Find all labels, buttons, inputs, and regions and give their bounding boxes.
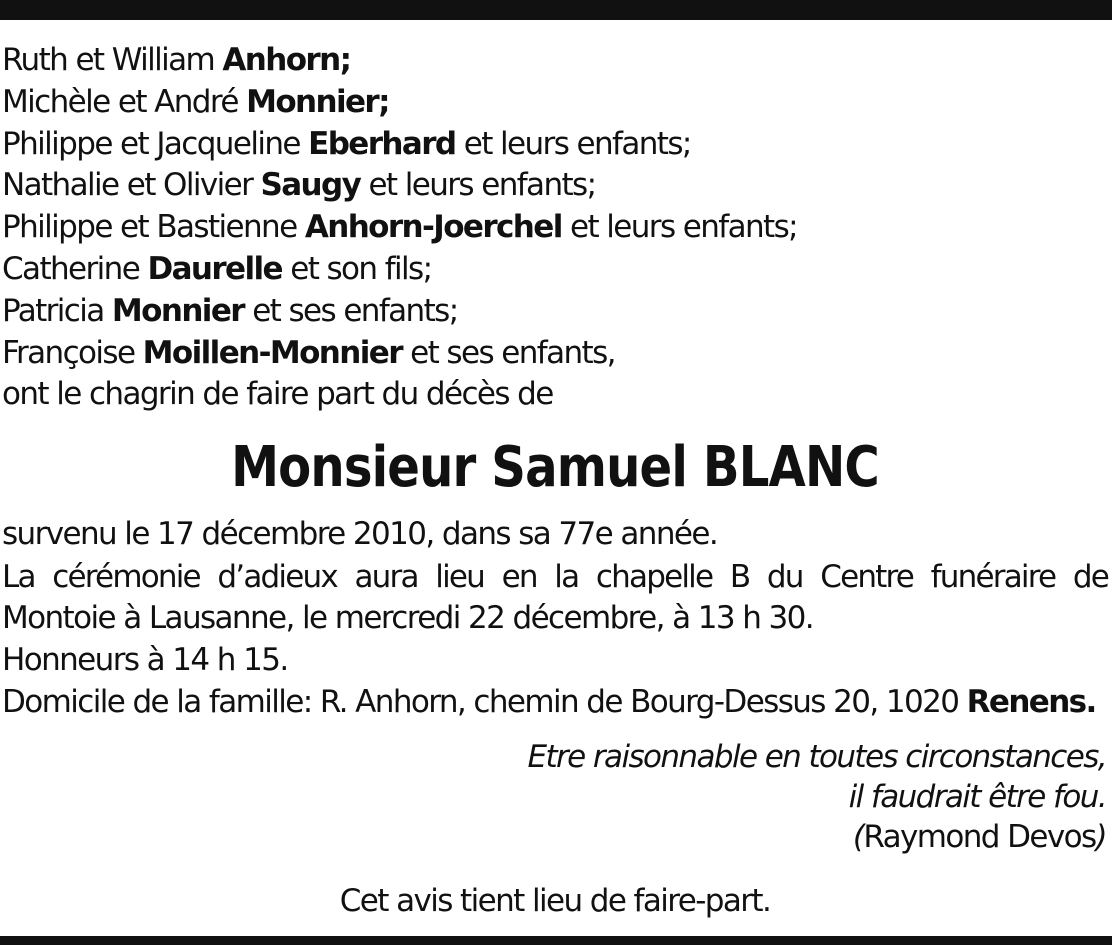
announcer-surname: Monnier <box>111 292 244 329</box>
quote-author: Raymond Devos <box>863 819 1096 856</box>
quote-line-2: il faudrait être fou. <box>848 779 1106 816</box>
announcer-surname: Monnier; <box>246 83 389 120</box>
ceremony-line-1: La cérémonie d’adieux aura lieu en la chapelle B du Centre funéraire de <box>2 558 1108 595</box>
announcer-line <box>2 40 1108 82</box>
announcer-list <box>2 40 1108 416</box>
announcer-line <box>2 333 1108 375</box>
announcer-given-names: Nathalie et Olivier <box>2 167 261 204</box>
announcer-surname: Saugy <box>260 167 361 204</box>
announcer-line <box>2 291 1108 333</box>
announcer-given-names: Françoise <box>2 334 143 371</box>
announcer-suffix: et son fils; <box>281 250 432 287</box>
announcer-line <box>2 165 1108 207</box>
quote-attribution <box>2 817 1106 857</box>
honours-line: Honneurs à 14 h 15. <box>2 641 288 678</box>
announcer-given-names: Michèle et André <box>2 83 247 120</box>
announcer-given-names: Philippe et Jacqueline <box>2 125 309 162</box>
announcer-suffix: et leurs enfants; <box>455 125 691 162</box>
details-block <box>2 514 1108 723</box>
obituary-notice <box>2 40 1108 921</box>
quote-close-paren: ) <box>1095 819 1106 856</box>
announcer-line <box>2 82 1108 124</box>
announcer-given-names: Philippe et Bastienne <box>2 209 305 246</box>
announcer-given-names: Catherine <box>2 250 148 287</box>
domicile-line <box>2 682 1108 724</box>
announcer-given-names: Patricia <box>2 292 112 329</box>
intro-line: ont le chagrin de faire part du décès de <box>2 376 553 413</box>
announcer-surname: Anhorn; <box>222 42 351 78</box>
announcer-suffix: et ses enfants; <box>243 292 458 329</box>
announcer-suffix: et leurs enfants; <box>561 209 797 246</box>
closing-note: Cet avis tient lieu de faire-part. <box>339 883 771 920</box>
quote-block <box>2 737 1108 857</box>
announcer-line <box>2 249 1108 291</box>
announcer-surname: Daurelle <box>147 250 282 287</box>
quote-open-paren: ( <box>852 819 864 856</box>
announcer-suffix: et leurs enfants; <box>360 167 596 204</box>
announcer-line <box>2 207 1108 249</box>
deceased-name: Monsieur Samuel BLANC <box>231 435 879 501</box>
top-rule <box>0 0 1112 20</box>
announcer-given-names: Ruth et William <box>2 42 223 78</box>
quote-line-1: Etre raisonnable en toutes circonstances, <box>527 739 1106 776</box>
ceremony-line-2: Montoie à Lausanne, le mercredi 22 décembre, à 13 h 30. <box>2 599 814 636</box>
announcer-surname: Eberhard <box>308 125 456 162</box>
announcer-surname: Moillen-Monnier <box>142 334 402 371</box>
domicile-address: Domicile de la famille: R. Anhorn, chemin de Bourg-Dessus 20, 1020 <box>2 683 967 720</box>
bottom-rule <box>0 936 1112 945</box>
announcer-line <box>2 124 1108 166</box>
announcer-surname: Anhorn-Joerchel <box>304 209 562 246</box>
domicile-city: Renens. <box>966 683 1096 720</box>
death-date-line: survenu le 17 décembre 2010, dans sa 77e année. <box>2 516 718 553</box>
announcer-suffix: et ses enfants, <box>401 334 615 371</box>
